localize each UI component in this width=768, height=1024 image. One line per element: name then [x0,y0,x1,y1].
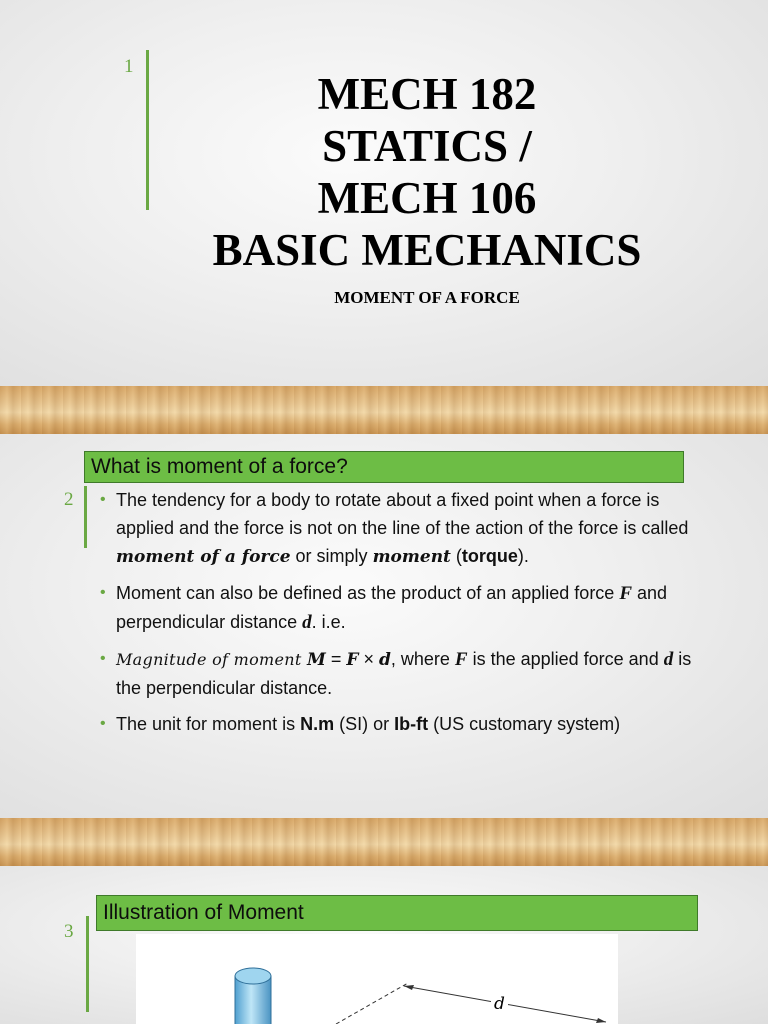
slide-number: 3 [64,921,74,942]
bullet-text: and perpendicular distance [116,583,668,632]
bullet-item [100,486,712,571]
bullet-text: is the perpendicular distance. [116,649,692,698]
bullet-text: or simply [290,546,373,566]
unit-si: N.m [300,714,335,734]
variable-f: F [619,583,633,604]
variable-d: d [302,612,312,633]
variable-f: F [454,649,468,670]
bullet-text: ). [517,546,529,566]
bullet-text: is the applied force and [467,649,664,669]
slide-separator [0,818,768,866]
bullet-text: ( [450,546,462,566]
section-heading: Illustration of Moment [96,895,698,931]
slide-1 [0,0,768,386]
bullet-item [100,645,712,702]
emphasis-term: moment [372,547,451,567]
math-var: F [346,650,359,670]
bullet-item [100,579,712,637]
slide-number: 2 [64,489,74,510]
moment-illustration [136,934,618,1024]
bullet-icon: • [100,650,106,667]
title-line: BASIC MECHANICS [212,225,642,275]
slide-title [120,68,734,276]
bullet-icon: • [100,584,106,601]
math-op: × [358,649,379,669]
bullet-text: Moment can also be defined as the product of an applied force [116,583,620,603]
bullet-text: . i.e. [311,612,346,632]
bullet-text: The tendency for a body to rotate about a fixed point when a force is applied and the force is not on the line of the action of the force is called [116,490,689,538]
math-var: d [378,650,391,670]
title-line: STATICS / [322,121,532,171]
math-text: Magnitude of moment [116,650,308,669]
title-line: MECH 106 [317,173,537,223]
accent-bar [86,916,89,1012]
bullet-icon: • [100,491,106,508]
moment-diagram [136,934,618,1024]
bullet-item [100,710,712,738]
variable-d: d [663,649,674,670]
bullet-text: (SI) or [334,714,395,734]
bullet-list [100,486,712,746]
accent-bar [84,486,87,548]
bullet-text: , where [390,649,455,669]
slide-separator [0,386,768,434]
cylinder-top [235,968,271,984]
bullet-text: The unit for moment is [116,714,301,734]
bullet-text: (US customary system) [428,714,621,734]
math-op: = [325,649,347,669]
section-heading: What is moment of a force? [84,451,684,483]
bold-term: torque [461,546,518,566]
bullet-icon: • [100,715,106,732]
slide-subtitle: MOMENT OF A FORCE [334,288,520,307]
unit-us: Ib-ft [394,714,429,734]
arrow-head [596,1018,606,1023]
emphasis-term: moment of a force [116,547,291,567]
title-line: MECH 182 [317,69,537,119]
distance-label: d [491,994,508,1014]
arrow-head [404,985,414,990]
slide-number: 1 [124,56,134,77]
dashed-line [336,983,408,1024]
math-var: M [307,650,326,670]
